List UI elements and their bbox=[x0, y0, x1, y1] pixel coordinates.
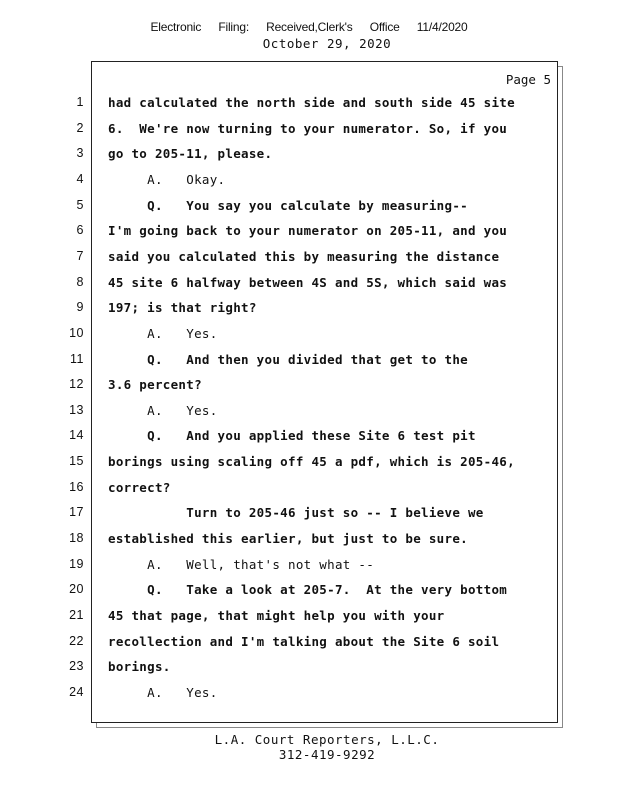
transcript-line bbox=[0, 685, 618, 711]
line-text: Turn to 205-46 just so -- I believe we bbox=[108, 505, 484, 521]
transcript-date: October 29, 2020 bbox=[262, 36, 392, 51]
footer bbox=[0, 732, 618, 762]
line-text: 3.6 percent? bbox=[108, 377, 202, 393]
line-number: 1 bbox=[76, 95, 84, 109]
line-number: 12 bbox=[69, 377, 84, 392]
line-number: 8 bbox=[76, 274, 84, 289]
transcript-line bbox=[0, 557, 618, 583]
line-number: 6 bbox=[76, 223, 84, 238]
line-text: A. Yes. bbox=[108, 402, 218, 418]
stamp-word: Office bbox=[369, 20, 400, 34]
line-text: recollection and I'm talking about the Site 6 soil bbox=[108, 633, 500, 649]
line-number: 4 bbox=[76, 171, 84, 186]
transcript-line bbox=[0, 403, 618, 429]
line-number: 24 bbox=[69, 684, 84, 699]
transcript-line bbox=[0, 121, 618, 147]
line-text: Q. Take a look at 205-7. At the very bottom bbox=[108, 582, 508, 598]
transcript-line bbox=[0, 480, 618, 506]
transcript-line bbox=[0, 352, 618, 378]
transcript-line bbox=[0, 428, 618, 454]
transcript-line bbox=[0, 659, 618, 685]
line-text: 45 site 6 halfway between 4S and 5S, which said was bbox=[108, 274, 508, 290]
line-text: Q. You say you calculate by measuring-- bbox=[108, 197, 468, 213]
transcript-line bbox=[0, 172, 618, 198]
transcript-line bbox=[0, 377, 618, 403]
line-number: 14 bbox=[69, 428, 84, 443]
line-text: established this earlier, but just to be sure. bbox=[108, 531, 468, 547]
transcript-line bbox=[0, 95, 618, 121]
line-number: 18 bbox=[69, 531, 84, 546]
stamp-word: Received,Clerk's bbox=[266, 20, 353, 34]
transcript-line bbox=[0, 275, 618, 301]
line-number: 23 bbox=[69, 659, 84, 674]
transcript-line bbox=[0, 223, 618, 249]
line-number: 7 bbox=[76, 248, 84, 263]
line-text: A. Yes. bbox=[108, 684, 218, 700]
line-text: A. Well, that's not what -- bbox=[108, 556, 375, 572]
line-number: 21 bbox=[69, 608, 84, 622]
line-text: correct? bbox=[108, 479, 171, 495]
line-number: 17 bbox=[69, 505, 84, 520]
line-number: 10 bbox=[69, 325, 84, 340]
reporter-phone: 312-419-9292 bbox=[278, 747, 376, 762]
stamp-word: Electronic bbox=[150, 20, 202, 34]
transcript-line bbox=[0, 198, 618, 224]
transcript-line bbox=[0, 249, 618, 275]
line-text: go to 205-11, please. bbox=[108, 146, 273, 162]
line-number: 15 bbox=[69, 454, 84, 469]
line-number: 2 bbox=[76, 120, 84, 135]
filing-stamp bbox=[0, 20, 618, 34]
reporter-company: L.A. Court Reporters, L.L.C. bbox=[214, 732, 440, 747]
line-number: 19 bbox=[69, 556, 84, 571]
page-number: Page 5 bbox=[505, 72, 551, 87]
transcript-line bbox=[0, 146, 618, 172]
transcript-line bbox=[0, 608, 618, 634]
line-text: said you calculated this by measuring the distance bbox=[108, 248, 500, 264]
transcript-line bbox=[0, 582, 618, 608]
line-text: 6. We're now turning to your numerator. So, if you bbox=[108, 120, 508, 136]
line-number: 22 bbox=[69, 633, 84, 648]
line-text: A. Okay. bbox=[108, 171, 226, 187]
line-text: borings using scaling off 45 a pdf, which is 205-46, bbox=[108, 454, 515, 470]
line-text: 45 that page, that might help you with your bbox=[108, 608, 445, 623]
line-number: 3 bbox=[76, 146, 84, 161]
line-number: 13 bbox=[69, 402, 84, 417]
line-number: 20 bbox=[69, 582, 84, 597]
transcript-line bbox=[0, 531, 618, 557]
line-text: 197; is that right? bbox=[108, 300, 257, 316]
line-number: 5 bbox=[76, 197, 84, 212]
line-number: 16 bbox=[69, 479, 84, 494]
transcript-line bbox=[0, 634, 618, 660]
line-text: had calculated the north side and south side 45 site bbox=[108, 95, 515, 110]
line-text: Q. And you applied these Site 6 test pit bbox=[108, 428, 476, 444]
line-text: A. Yes. bbox=[108, 325, 218, 341]
transcript-line bbox=[0, 326, 618, 352]
transcript-line bbox=[0, 505, 618, 531]
transcript-line bbox=[0, 300, 618, 326]
stamp-word: Filing: bbox=[218, 20, 249, 34]
line-number: 9 bbox=[76, 300, 84, 315]
stamp-word: 11/4/2020 bbox=[416, 20, 468, 34]
transcript-line bbox=[0, 454, 618, 480]
line-text: borings. bbox=[108, 659, 171, 675]
line-text: Q. And then you divided that get to the bbox=[108, 351, 468, 367]
line-number: 11 bbox=[70, 351, 84, 366]
line-text: I'm going back to your numerator on 205-11, and you bbox=[108, 223, 508, 239]
